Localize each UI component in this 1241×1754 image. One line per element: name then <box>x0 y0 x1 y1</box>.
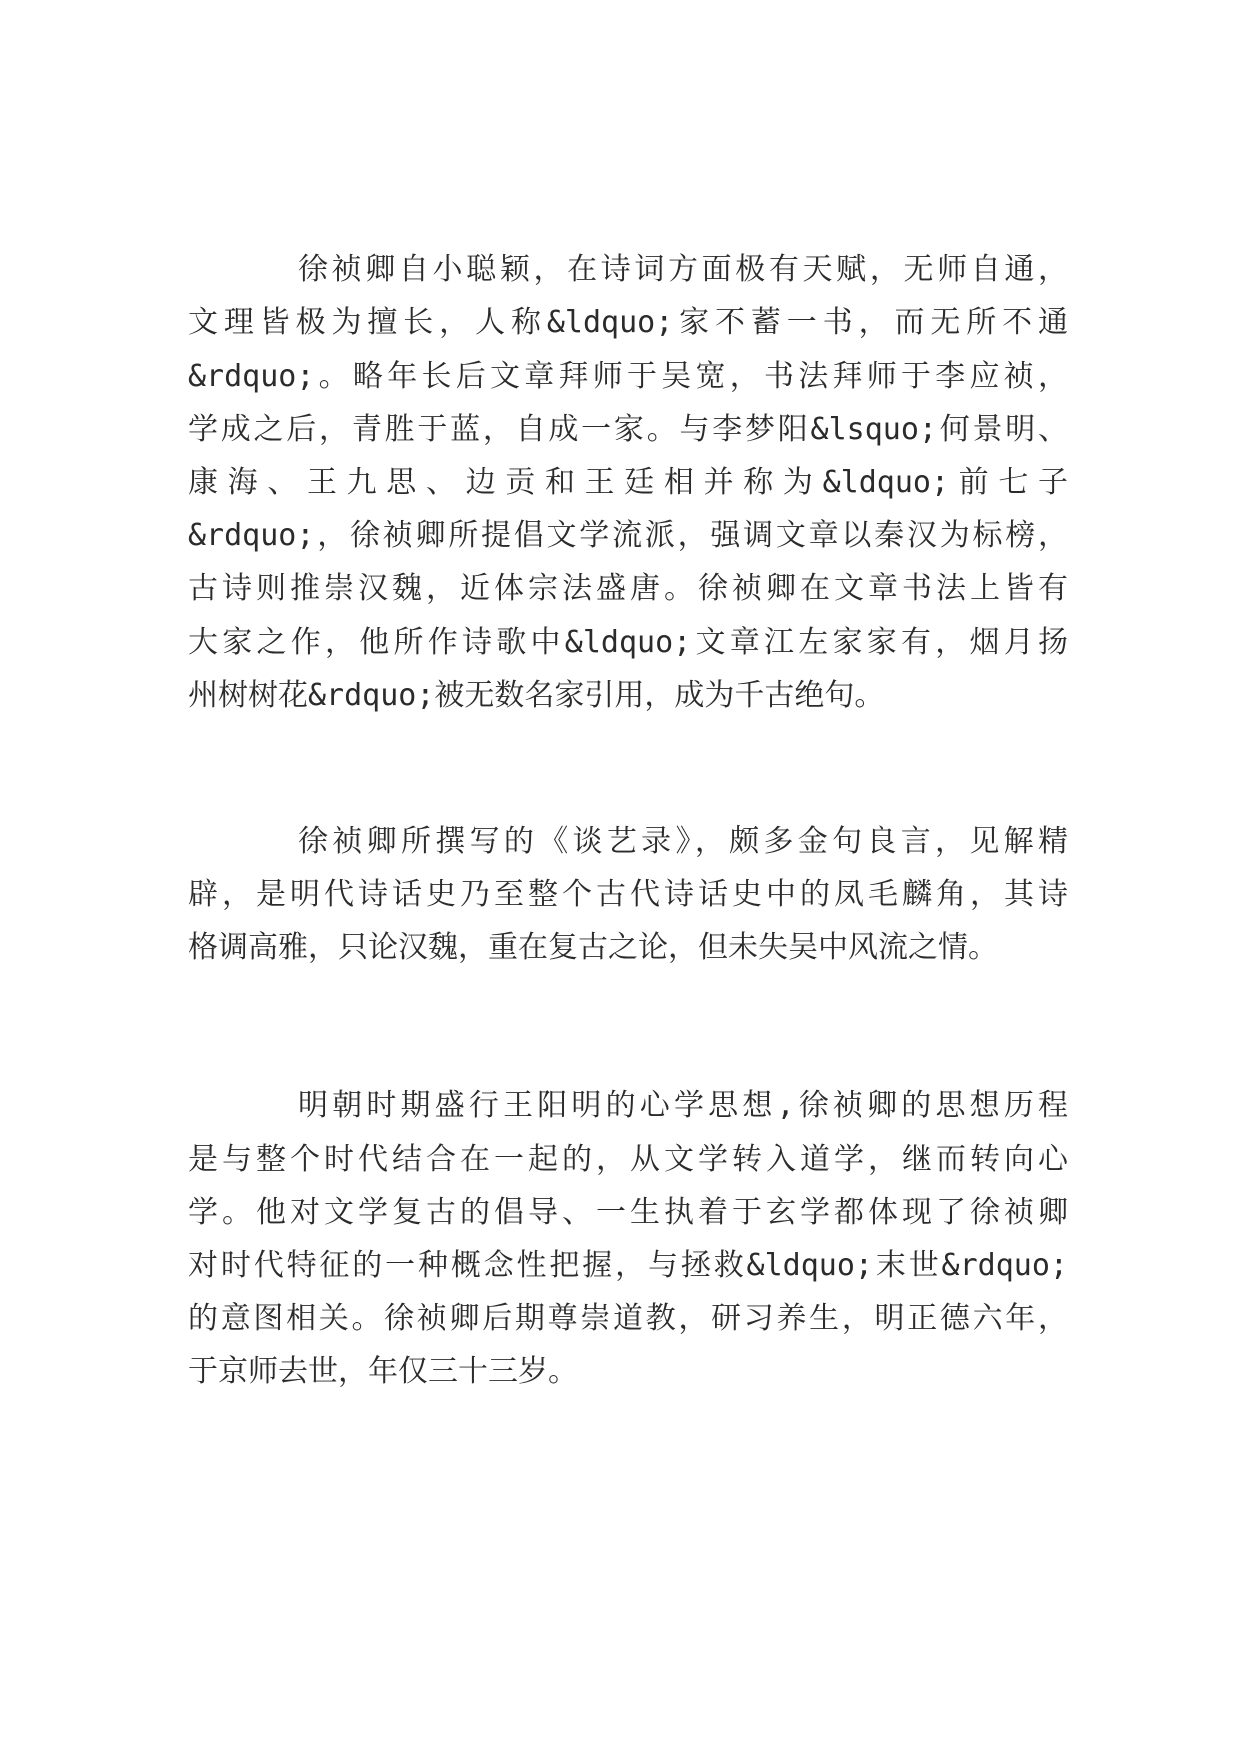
paragraph-line: 徐祯卿自小聪颖，在诗词方面极有天赋，无师自通， <box>298 252 1068 287</box>
paragraph-line: 对时代特征的一种概念性把握，与拯救&ldquo;末世&rdquo; <box>188 1248 1068 1283</box>
paragraph-line: 学成之后，青胜于蓝，自成一家。与李梦阳&lsquo;何景明、 <box>188 412 1068 447</box>
paragraph-line: &rdquo;，徐祯卿所提倡文学流派，强调文章以秦汉为标榜， <box>188 518 1068 553</box>
paragraph-line: 辟，是明代诗话史乃至整个古代诗话史中的凤毛麟角，其诗 <box>188 877 1068 912</box>
paragraph-line: 明朝时期盛行王阳明的心学思想,徐祯卿的思想历程 <box>298 1088 1068 1123</box>
paragraph-line: 康海、王九思、边贡和王廷相并称为&ldquo;前七子 <box>188 465 1068 500</box>
paragraph-line: 徐祯卿所撰写的《谈艺录》，颇多金句良言，见解精 <box>298 824 1068 859</box>
paragraph-line: 的意图相关。徐祯卿后期尊崇道教，研习养生，明正德六年， <box>188 1301 1068 1336</box>
paragraph-line: 学。他对文学复古的倡导、一生执着于玄学都体现了徐祯卿 <box>188 1195 1068 1230</box>
paragraph-line: 格调高雅，只论汉魏，重在复古之论，但未失吴中风流之情。 <box>188 930 998 965</box>
paragraph-line: 是与整个时代结合在一起的，从文学转入道学，继而转向心 <box>188 1142 1068 1177</box>
paragraph-line: 大家之作，他所作诗歌中&ldquo;文章江左家家有，烟月扬 <box>188 625 1068 660</box>
paragraph-line: 于京师去世，年仅三十三岁。 <box>188 1354 578 1389</box>
paragraph-line: &rdquo;。略年长后文章拜师于吴宽，书法拜师于李应祯， <box>188 359 1068 394</box>
paragraph-line: 古诗则推崇汉魏，近体宗法盛唐。徐祯卿在文章书法上皆有 <box>188 571 1068 606</box>
paragraph-line: 州树树花&rdquo;被无数名家引用，成为千古绝句。 <box>188 678 885 713</box>
paragraph-line: 文理皆极为擅长，人称&ldquo;家不蓄一书，而无所不通 <box>188 305 1068 340</box>
